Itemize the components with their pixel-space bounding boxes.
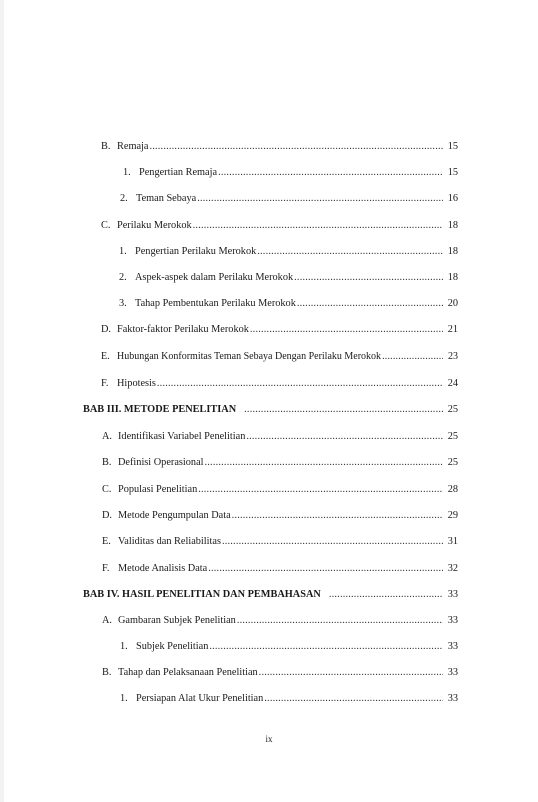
toc-marker: B. xyxy=(102,667,112,678)
toc-title: Validitas dan Reliabilitas xyxy=(118,536,221,547)
toc-leader xyxy=(329,588,443,602)
toc-entry xyxy=(102,509,458,523)
toc-title: Populasi Penelitian xyxy=(118,484,198,495)
toc-entry xyxy=(101,377,458,391)
toc-page: 15 xyxy=(447,141,458,152)
toc-leader xyxy=(209,640,443,654)
toc-title: Metode Analisis Data xyxy=(118,563,208,574)
toc-leader xyxy=(197,192,443,206)
toc-page: 25 xyxy=(447,404,458,415)
toc-title: Teman Sebaya xyxy=(136,193,197,204)
toc-entry xyxy=(101,219,458,233)
toc-entry xyxy=(120,692,458,706)
toc-title: Pengertian Perilaku Merokok xyxy=(135,246,257,257)
toc-marker: A. xyxy=(102,431,113,442)
toc-entry xyxy=(102,614,458,628)
toc-page: 25 xyxy=(447,457,458,468)
toc-leader xyxy=(149,140,443,154)
toc-page: 18 xyxy=(447,272,458,283)
toc-entry xyxy=(101,350,458,364)
toc-page: 16 xyxy=(447,193,458,204)
toc-title: Perilaku Merokok xyxy=(117,220,192,231)
toc-page: 21 xyxy=(447,324,458,335)
toc-leader xyxy=(297,297,443,311)
toc-marker: D. xyxy=(101,324,112,335)
toc-marker: D. xyxy=(102,510,113,521)
toc-page: 33 xyxy=(447,693,458,704)
toc-title: Gambaran Subjek Penelitian xyxy=(118,615,236,626)
toc-marker: 1. xyxy=(120,693,128,704)
toc-page: 33 xyxy=(447,641,458,652)
toc-leader xyxy=(222,535,443,549)
toc-page: 25 xyxy=(447,431,458,442)
toc-leader xyxy=(218,166,443,180)
toc-title: Hubungan Konformitas Teman Sebaya Dengan Perilaku Merokok xyxy=(117,351,382,362)
toc-entry xyxy=(102,483,458,497)
toc-leader xyxy=(193,219,443,233)
toc-entry xyxy=(119,245,458,259)
toc-leader xyxy=(232,509,443,523)
toc-marker: 2. xyxy=(119,272,127,283)
toc-title: BAB III. METODE PENELITIAN xyxy=(83,404,237,415)
toc-page: 33 xyxy=(447,589,458,600)
toc-chapter-entry xyxy=(83,403,458,417)
toc-page: 33 xyxy=(447,667,458,678)
toc-marker: C. xyxy=(102,484,112,495)
toc-entry xyxy=(120,192,458,206)
toc-leader xyxy=(237,614,443,628)
toc-title: Remaja xyxy=(117,141,149,152)
toc-title: Faktor-faktor Perilaku Merokok xyxy=(117,324,249,335)
toc-chapter-entry xyxy=(83,588,458,602)
toc-leader xyxy=(250,323,443,337)
toc-page: 29 xyxy=(447,510,458,521)
toc-title: Pengertian Remaja xyxy=(139,167,218,178)
toc-title: Tahap dan Pelaksanaan Penelitian xyxy=(118,667,258,678)
toc-entry xyxy=(123,166,458,180)
toc-page: 33 xyxy=(447,615,458,626)
toc-page: 24 xyxy=(447,378,458,389)
toc-leader xyxy=(294,271,443,285)
toc-leader xyxy=(264,692,443,706)
toc-title: Metode Pengumpulan Data xyxy=(118,510,231,521)
toc-entry xyxy=(119,297,458,311)
toc-entry xyxy=(120,640,458,654)
toc-title: Tahap Pembentukan Perilaku Merokok xyxy=(135,298,296,309)
toc-marker: C. xyxy=(101,220,111,231)
toc-leader xyxy=(198,483,443,497)
toc-entry xyxy=(101,323,458,337)
toc-leader xyxy=(208,562,443,576)
toc-page: 31 xyxy=(447,536,458,547)
toc-marker: 1. xyxy=(119,246,127,257)
toc-page: 23 xyxy=(448,351,458,362)
toc-marker: B. xyxy=(102,457,112,468)
toc-marker: 1. xyxy=(120,641,128,652)
toc-leader xyxy=(246,430,443,444)
toc-marker: F. xyxy=(101,378,109,389)
toc-leader xyxy=(259,666,443,680)
toc-marker: 1. xyxy=(123,167,131,178)
toc-entry xyxy=(102,535,458,549)
toc-entry xyxy=(102,430,458,444)
toc-entry xyxy=(119,271,458,285)
toc-page: 20 xyxy=(447,298,458,309)
toc-leader xyxy=(157,377,443,391)
toc-page: 32 xyxy=(447,563,458,574)
toc-entry xyxy=(102,456,458,470)
toc-title: BAB IV. HASIL PENELITIAN DAN PEMBAHASAN xyxy=(83,589,321,600)
toc-marker: F. xyxy=(102,563,110,574)
toc-page: 28 xyxy=(447,484,458,495)
toc-title: Definisi Operasional xyxy=(118,457,204,468)
toc-title: Aspek-aspek dalam Perilaku Merokok xyxy=(135,272,294,283)
toc-page: 18 xyxy=(447,220,458,231)
toc-marker: B. xyxy=(101,141,111,152)
toc-marker: 3. xyxy=(119,298,127,309)
toc-page: 18 xyxy=(447,246,458,257)
toc-entry xyxy=(102,562,458,576)
toc-leader xyxy=(257,245,443,259)
toc-marker: E. xyxy=(102,536,111,547)
toc-entry xyxy=(102,666,458,680)
toc-title: Subjek Penelitian xyxy=(136,641,209,652)
page-edge xyxy=(0,0,4,802)
toc-marker: E. xyxy=(101,351,110,362)
toc-leader xyxy=(382,350,443,364)
toc-leader xyxy=(244,403,443,417)
toc-page: 15 xyxy=(447,167,458,178)
toc-marker: 2. xyxy=(120,193,128,204)
toc-marker: A. xyxy=(102,615,113,626)
toc-title: Hipotesis xyxy=(117,378,156,389)
toc-entry xyxy=(101,140,458,154)
toc-title: Identifikasi Variabel Penelitian xyxy=(118,431,246,442)
toc-title: Persiapan Alat Ukur Penelitian xyxy=(136,693,264,704)
toc-leader xyxy=(205,456,444,470)
page-number: ix xyxy=(265,734,273,744)
